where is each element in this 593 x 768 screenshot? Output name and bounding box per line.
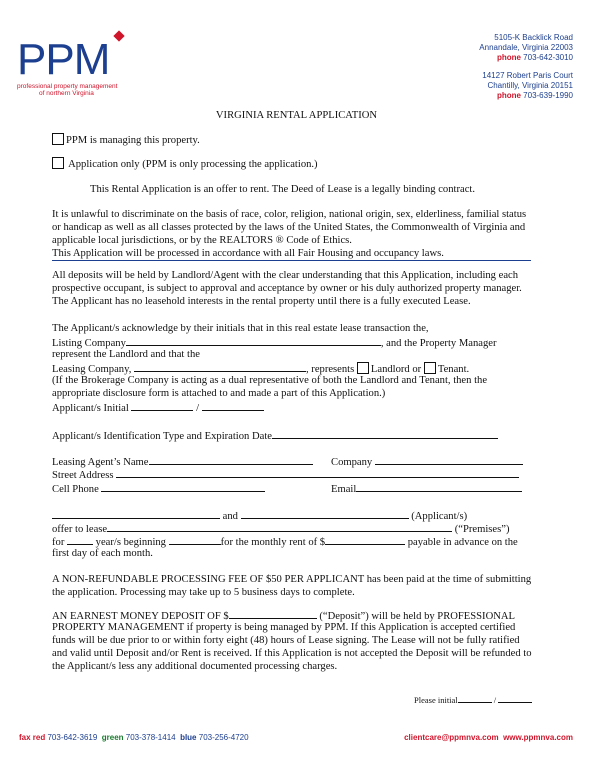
agent-name-field[interactable] [149, 454, 313, 465]
monthly-rent-label: for the monthly rent of $ [220, 537, 326, 548]
monthly-rent-field[interactable] [325, 534, 405, 545]
premises-field[interactable] [107, 521, 452, 532]
footer-website-link[interactable]: www.ppmnva.com [503, 733, 573, 742]
email-field[interactable] [356, 481, 522, 492]
office-addresses [479, 33, 573, 109]
and-label: and [220, 511, 241, 522]
fax-label: fax [19, 733, 31, 742]
office-city: Annandale, Virginia 22003 [479, 43, 573, 52]
acknowledge-line: The Applicant/s acknowledge by their initials that in this real estate lease transaction the, [52, 323, 429, 334]
payable-label: payable in advance on the [405, 537, 518, 548]
tenant-checkbox[interactable] [424, 362, 436, 374]
discrimination-line: This Application will be processed in accordance with all Fair Housing and occupancy laws. [52, 248, 444, 259]
option-managing [52, 133, 200, 147]
applicant-2-field[interactable] [241, 508, 409, 519]
option-managing-label: PPM is managing this property. [66, 135, 200, 146]
identification-row [52, 428, 498, 443]
listing-company-field[interactable] [126, 335, 381, 346]
deposits-line: All deposits will be held by Landlord/Agent with the clear understanding that this Application, including each [52, 270, 519, 281]
processing-fee-line: the application. Processing may take up to 5 business days to complete. [52, 587, 355, 598]
managing-checkbox[interactable] [52, 133, 64, 145]
offer-to-lease-label: offer to lease [52, 524, 108, 535]
street-address-row [52, 467, 519, 482]
earnest-line: PROPERTY MANAGEMENT if property is being managed by PPM. If this Application is accepted certified [52, 622, 516, 633]
office-phone: 703-642-3010 [523, 53, 573, 62]
first-day-line: first day of each month. [52, 548, 153, 559]
office-annandale [479, 33, 573, 63]
initial-field-1[interactable] [131, 400, 193, 411]
footer-phones [19, 733, 249, 742]
logo-tagline: professional property management [17, 83, 118, 90]
applicant-initial-row [52, 400, 264, 415]
applicant-initial-label: Applicant/s Initial [52, 403, 132, 414]
street-address-field[interactable] [116, 467, 519, 478]
logo-letters: PPM [17, 35, 110, 84]
applicants-label: (Applicant/s) [408, 511, 468, 522]
applicant-1-field[interactable] [52, 508, 220, 519]
discrimination-line: applicable local jurisdictions, or by the REALTORS ® Code of Ethics. [52, 235, 352, 246]
application-only-checkbox[interactable] [52, 157, 64, 169]
earnest-amount-field[interactable] [229, 608, 317, 619]
slash: / [193, 403, 202, 414]
leasing-company-field[interactable] [134, 361, 306, 372]
represent-line: represent the Landlord and that the [52, 349, 200, 360]
please-initial-row: Please initial / [414, 694, 532, 705]
earnest-label-2: (“Deposit”) will be held by PROFESSIONAL [316, 611, 516, 622]
blue-number: 703-256-4720 [198, 733, 249, 742]
and-pm-label: , and the Property Manager [380, 338, 497, 349]
years-field[interactable] [67, 534, 93, 545]
cell-phone-field[interactable] [101, 481, 265, 492]
earnest-line: the Applicant/s less any additional documented processing charges. [52, 661, 338, 672]
page-title: VIRGINIA RENTAL APPLICATION [215, 110, 378, 121]
tenant-label: Tenant. [437, 364, 470, 375]
listing-company-label: Listing Company [52, 338, 126, 349]
option-application-only [52, 157, 318, 171]
leasing-company-label: Leasing Company, [52, 364, 134, 375]
years-beginning-label: year/s beginning [93, 537, 169, 548]
deposits-line: The Applicant has no leasehold interests in the rental property until there is a fully executed Lease. [52, 296, 471, 307]
footer-contact [404, 733, 573, 742]
office-phone: 703-639-1990 [523, 91, 573, 100]
premises-label: (“Premises”) [452, 524, 510, 535]
discrimination-line: or handicap as well as all classes protected by the laws of the United States, the Commonwealth of Virginia and [52, 222, 526, 233]
please-initial-field-1[interactable] [458, 694, 492, 703]
phone-label: phone [496, 91, 521, 100]
identification-label: Applicant/s Identification Type and Expiration Date [52, 431, 272, 442]
landlord-label: Landlord or [370, 364, 424, 375]
offer-statement: This Rental Application is an offer to rent. The Deed of Lease is a legally binding contract. [90, 184, 475, 195]
brokerage-line: (If the Brokerage Company is acting as a dual representative of both the Landlord and Tenant, then the [52, 375, 488, 386]
green-number: 703-378-1414 [125, 733, 176, 742]
cell-phone-label: Cell Phone [52, 484, 102, 495]
identification-field[interactable] [272, 428, 498, 439]
ppm-logo [17, 35, 135, 97]
fax-number: 703-642-3619 [47, 733, 98, 742]
office-street: 5105-K Backlick Road [494, 33, 573, 42]
blue-label: blue [180, 733, 197, 742]
fax-red-label: red [30, 733, 48, 742]
office-city: Chantilly, Virginia 20151 [487, 81, 573, 90]
street-address-label: Street Address [52, 470, 117, 481]
email-row [331, 481, 522, 496]
initial-field-2[interactable] [202, 400, 264, 411]
agent-company-label: Company [331, 457, 375, 468]
option-application-only-label: Application only (PPM is only processing the application.) [68, 159, 318, 170]
agent-name-label: Leasing Agent’s Name [52, 457, 149, 468]
brokerage-line: appropriate disclosure form is attached to and made a part of this Application.) [52, 388, 386, 399]
landlord-checkbox[interactable] [357, 362, 369, 374]
office-chantilly [479, 71, 573, 101]
please-initial-field-2[interactable] [498, 694, 532, 703]
deposits-line: prospective occupant, is subject to approval and acceptance by owner or his duly authorized property manager. [52, 283, 522, 294]
agent-company-field[interactable] [375, 454, 523, 465]
section-divider [52, 260, 531, 261]
processing-fee-line: A NON-REFUNDABLE PROCESSING FEE OF $50 PER APPLICANT has been paid at the time of submitting [52, 574, 532, 585]
footer-email-link[interactable]: clientcare@ppmnva.com [404, 733, 499, 742]
earnest-line: and valid until Deposit and/or Rent is received. If this Application is not accepted the Deposit will be refunded to [52, 648, 532, 659]
represents-label: , represents [306, 364, 357, 375]
email-label: Email [331, 484, 357, 495]
discrimination-line: It is unlawful to discriminate on the basis of race, color, religion, national origin, sex, elderliness, familial status [52, 209, 527, 220]
please-initial-label: Please initial [414, 695, 458, 705]
green-label: green [101, 733, 124, 742]
cell-phone-row [52, 481, 265, 496]
phone-label: phone [496, 53, 521, 62]
beginning-date-field[interactable] [169, 534, 221, 545]
earnest-line: funds will be due prior to or within forty eight (48) hours of Lease signing. The Lease will not be fully ratified [52, 635, 520, 646]
earnest-label: AN EARNEST MONEY DEPOSIT OF $ [52, 611, 229, 622]
for-label: for [52, 537, 68, 548]
office-street: 14127 Robert Paris Court [482, 71, 573, 80]
logo-tagline-2: of northern Virginia [39, 90, 94, 97]
